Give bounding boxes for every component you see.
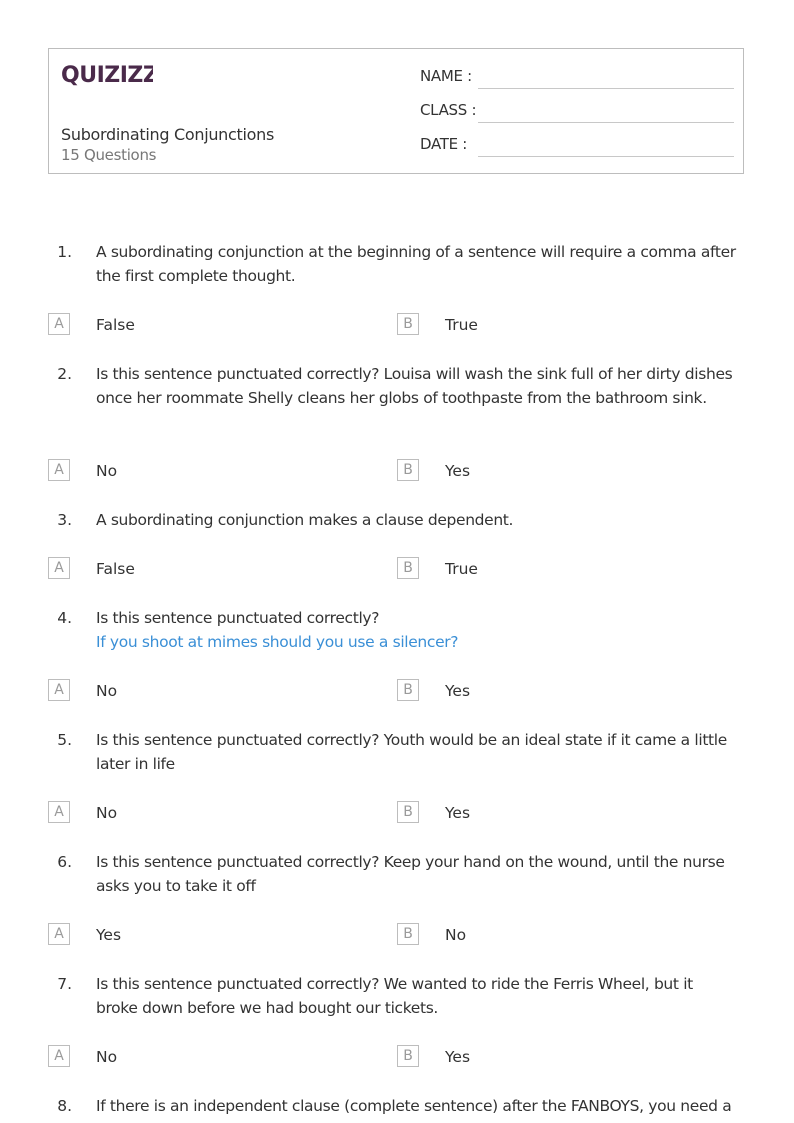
option-text: False xyxy=(96,560,135,578)
question-example: If you shoot at mimes should you use a silencer? xyxy=(96,633,459,651)
option-text: No xyxy=(445,926,467,944)
question-prompt: If there is an independent clause (complete sentence) after the FANBOYS, you need a xyxy=(96,1097,732,1115)
option-text: Yes xyxy=(445,682,471,700)
question-number: 1. xyxy=(57,243,72,261)
name-field[interactable] xyxy=(420,67,734,91)
question-prompt: Is this sentence punctuated correctly? Keep your hand on the wound, until the nurse asks you to take it off xyxy=(96,853,725,895)
option-letter-box[interactable]: A xyxy=(48,923,70,945)
question-number: 8. xyxy=(57,1097,72,1115)
option-letter-box[interactable]: A xyxy=(48,679,70,701)
question-text xyxy=(96,362,736,410)
option-text: True xyxy=(445,560,478,578)
question-number: 3. xyxy=(57,511,72,529)
date-field[interactable] xyxy=(420,135,734,159)
question-text xyxy=(96,1094,736,1118)
question-number: 5. xyxy=(57,731,72,749)
question-prompt: A subordinating conjunction makes a clause dependent. xyxy=(96,511,514,529)
question-text xyxy=(96,606,736,654)
question-prompt: Is this sentence punctuated correctly? Louisa will wash the sink full of her dirty dishes once her roommate Shelly cleans her globs of toothpaste from the bathroom sink. xyxy=(96,365,733,407)
question-text xyxy=(96,728,736,776)
question-number: 4. xyxy=(57,609,72,627)
option-letter-box[interactable]: A xyxy=(48,313,70,335)
option-letter-box[interactable]: B xyxy=(397,313,419,335)
worksheet-header xyxy=(48,48,744,174)
option-text: Yes xyxy=(96,926,122,944)
name-line[interactable] xyxy=(478,88,734,89)
question-prompt: A subordinating conjunction at the beginning of a sentence will require a comma after the first complete thought. xyxy=(96,243,736,285)
option-letter-box[interactable]: B xyxy=(397,923,419,945)
option-text: True xyxy=(445,316,478,334)
date-label: DATE : xyxy=(420,135,468,153)
option-text: Yes xyxy=(445,804,471,822)
svg-text:QUIZIZZ: QUIZIZZ xyxy=(61,63,153,87)
option-text: No xyxy=(96,1048,118,1066)
option-letter-box[interactable]: A xyxy=(48,557,70,579)
option-letter-box[interactable]: B xyxy=(397,679,419,701)
option-letter-box[interactable]: B xyxy=(397,557,419,579)
question-text xyxy=(96,850,736,898)
option-letter-box[interactable]: B xyxy=(397,459,419,481)
option-letter-box[interactable]: B xyxy=(397,1045,419,1067)
date-line[interactable] xyxy=(478,156,734,157)
worksheet-title: Subordinating Conjunctions xyxy=(61,125,274,144)
option-text: No xyxy=(96,682,118,700)
question-text xyxy=(96,240,736,288)
question-text xyxy=(96,508,736,532)
question-text xyxy=(96,972,736,1020)
class-label: CLASS : xyxy=(420,101,477,119)
question-count: 15 Questions xyxy=(61,146,157,164)
question-prompt: Is this sentence punctuated correctly? xyxy=(96,609,380,627)
question-prompt: Is this sentence punctuated correctly? Youth would be an ideal state if it came a little later in life xyxy=(96,731,727,773)
option-text: Yes xyxy=(445,462,471,480)
option-letter-box[interactable]: B xyxy=(397,801,419,823)
class-field[interactable] xyxy=(420,101,734,125)
question-number: 7. xyxy=(57,975,72,993)
option-letter-box[interactable]: A xyxy=(48,459,70,481)
question-number: 2. xyxy=(57,365,72,383)
option-text: False xyxy=(96,316,135,334)
question-number: 6. xyxy=(57,853,72,871)
option-text: No xyxy=(96,462,118,480)
option-letter-box[interactable]: A xyxy=(48,801,70,823)
class-line[interactable] xyxy=(478,122,734,123)
name-label: NAME : xyxy=(420,67,472,85)
option-text: No xyxy=(96,804,118,822)
option-text: Yes xyxy=(445,1048,471,1066)
option-letter-box[interactable]: A xyxy=(48,1045,70,1067)
quizizz-logo xyxy=(61,59,153,91)
question-prompt: Is this sentence punctuated correctly? We wanted to ride the Ferris Wheel, but it broke down before we had bought our tickets. xyxy=(96,975,693,1017)
